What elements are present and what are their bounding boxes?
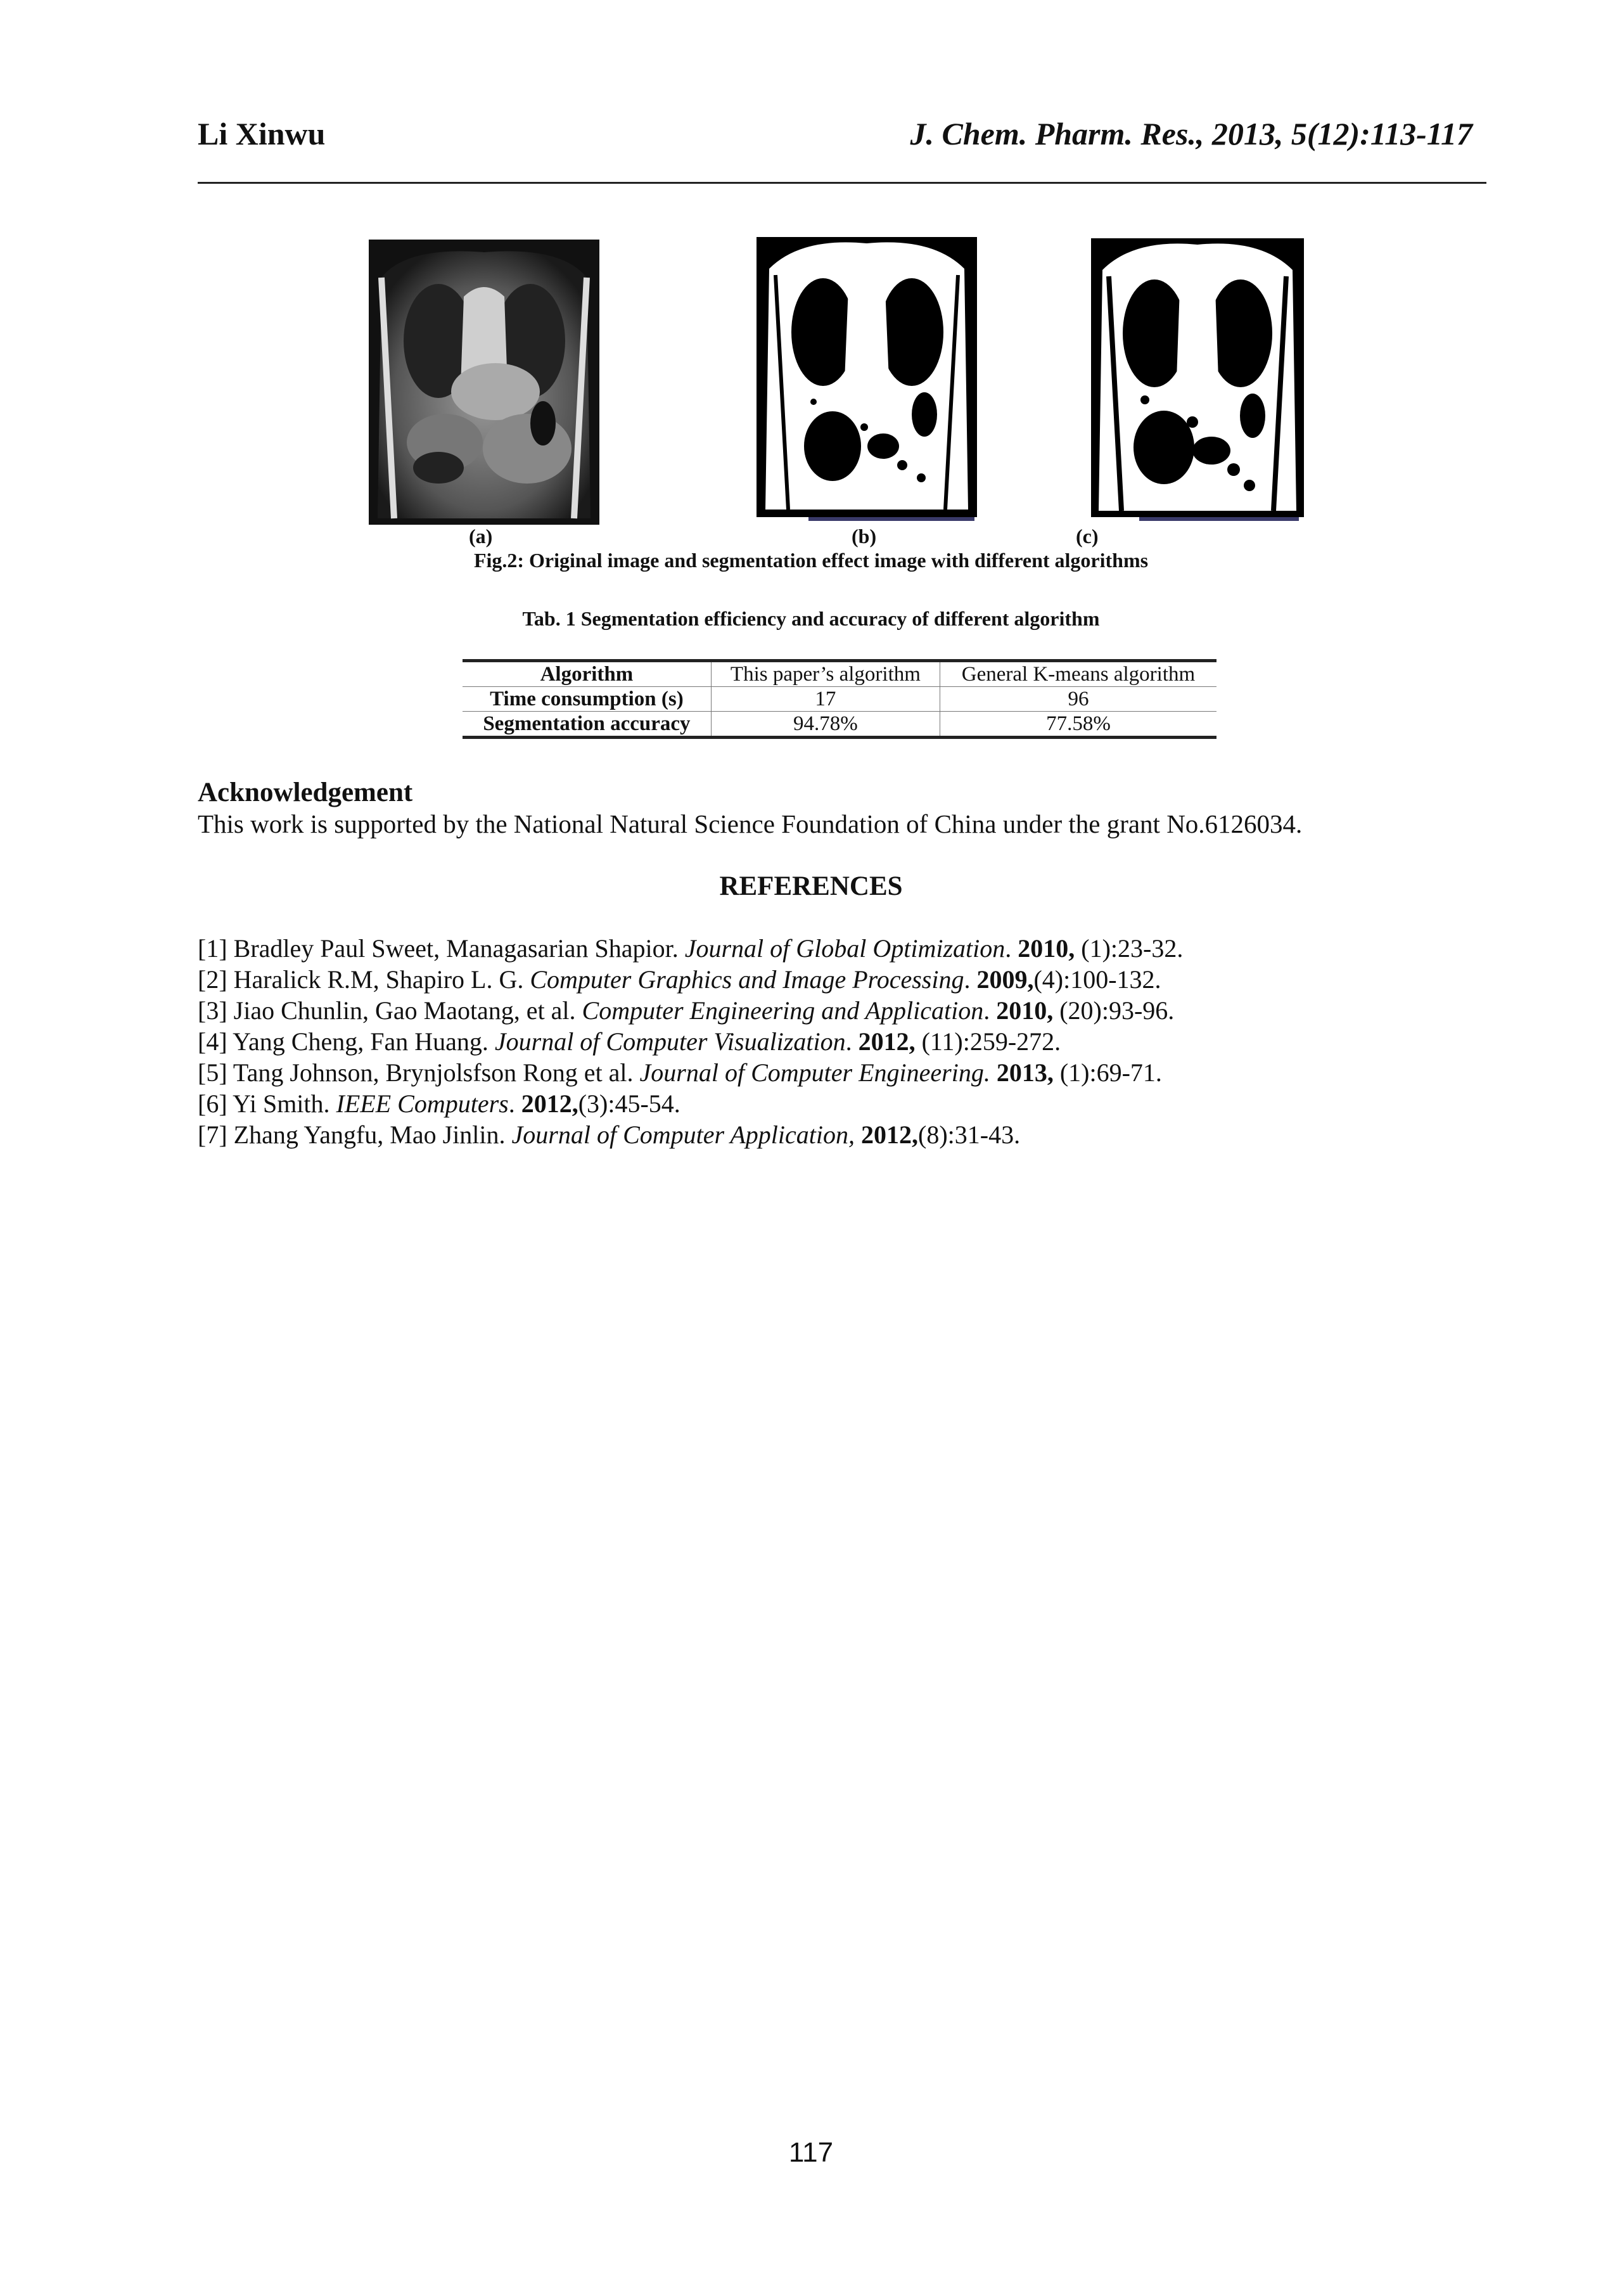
reference-authors: Yi Smith. [233, 1089, 330, 1118]
figure-image-b-underline [808, 517, 974, 521]
figure-image-b [757, 237, 977, 517]
table-cell: 77.58% [940, 712, 1216, 738]
reference-number: [6] [198, 1089, 227, 1118]
reference-authors: Zhang Yangfu, Mao Jinlin. [233, 1120, 506, 1149]
reference-pages: (3):45-54. [578, 1089, 680, 1118]
mri-original-image-icon [369, 240, 599, 525]
reference-pages: (1):23-32. [1081, 934, 1184, 963]
table-header-cell: Algorithm [463, 661, 711, 687]
reference-pages: (20):93-96. [1059, 996, 1175, 1025]
reference-year: 2009, [976, 965, 1034, 994]
reference-item [198, 964, 1183, 995]
reference-pages: (11):259-272. [921, 1027, 1061, 1056]
table-row-header: Time consumption (s) [463, 687, 711, 712]
acknowledgement-text: This work is supported by the National Natural Science Foundation of China under the grant No.6126034. [198, 809, 1303, 838]
reference-separator: . [964, 965, 971, 994]
table-cell: 17 [711, 687, 940, 712]
table-row [463, 687, 1216, 712]
reference-number: [5] [198, 1058, 227, 1087]
reference-journal: Journal of Computer Engineering. [639, 1058, 990, 1087]
table-caption: Tab. 1 Segmentation efficiency and accuracy of different algorithm [522, 607, 1100, 630]
reference-pages: (1):69-71. [1059, 1058, 1162, 1087]
reference-journal: Computer Graphics and Image Processing [530, 965, 964, 994]
results-table [463, 659, 1216, 739]
reference-authors: Bradley Paul Sweet, Managasarian Shapior. [233, 934, 679, 963]
reference-number: [1] [198, 934, 227, 963]
reference-year: 2012, [858, 1027, 916, 1056]
reference-journal: IEEE Computers [336, 1089, 509, 1118]
table-row [463, 712, 1216, 738]
reference-item [198, 1088, 1183, 1119]
reference-item [198, 1026, 1183, 1057]
table-cell: 94.78% [711, 712, 940, 738]
table-header-row [463, 661, 1216, 687]
reference-separator: . [983, 996, 990, 1025]
table-header-cell: This paper’s algorithm [711, 661, 940, 687]
figure-image-c [1091, 238, 1304, 517]
reference-year: 2013, [996, 1058, 1054, 1087]
reference-pages: (8):31-43. [918, 1120, 1021, 1149]
reference-year: 2010, [1018, 934, 1075, 963]
references-heading: REFERENCES [719, 871, 903, 901]
reference-year: 2010, [996, 996, 1054, 1025]
figure-sublabel-c: (c) [1076, 525, 1099, 548]
reference-journal: Journal of Computer Visualization [494, 1027, 846, 1056]
table-cell: 96 [940, 687, 1216, 712]
running-header-journal: J. Chem. Pharm. Res., 2013, 5(12):113-117 [910, 116, 1472, 151]
reference-number: [7] [198, 1120, 227, 1149]
figure-image-c-underline [1139, 517, 1299, 521]
table-header-cell: General K-means algorithm [940, 661, 1216, 687]
reference-separator: . [508, 1089, 515, 1118]
reference-authors: Tang Johnson, Brynjolsfson Rong et al. [233, 1058, 634, 1087]
figure-sublabel-b: (b) [852, 525, 877, 548]
reference-separator: . [1005, 934, 1012, 963]
reference-separator: . [845, 1027, 852, 1056]
reference-authors: Yang Cheng, Fan Huang. [233, 1027, 489, 1056]
reference-item [198, 1119, 1183, 1150]
table-row-header: Segmentation accuracy [463, 712, 711, 738]
figure-caption: Fig.2: Original image and segmentation effect image with different algorithms [473, 549, 1149, 572]
reference-year: 2012, [521, 1089, 578, 1118]
mri-segmented-image-kmeans-icon [1091, 238, 1304, 517]
figure-sublabel-a: (a) [469, 525, 493, 548]
reference-number: [3] [198, 996, 227, 1025]
reference-number: [4] [198, 1027, 227, 1056]
reference-item [198, 933, 1183, 964]
mri-segmented-image-paper-algorithm-icon [757, 237, 977, 517]
page-number: 117 [788, 2137, 834, 2168]
reference-year: 2012, [861, 1120, 918, 1149]
figure-image-a [369, 240, 599, 525]
reference-journal: Computer Engineering and Application [582, 996, 984, 1025]
reference-journal: Journal of Global Optimization [684, 934, 1006, 963]
reference-journal: Journal of Computer Application, [511, 1120, 855, 1149]
header-rule [198, 182, 1486, 184]
reference-list [198, 933, 1183, 1150]
reference-pages: (4):100-132. [1033, 965, 1161, 994]
reference-item [198, 995, 1183, 1026]
running-header-author: Li Xinwu [198, 116, 326, 151]
reference-authors: Haralick R.M, Shapiro L. G. [233, 965, 524, 994]
acknowledgement-heading: Acknowledgement [198, 778, 413, 807]
reference-item [198, 1057, 1183, 1088]
reference-authors: Jiao Chunlin, Gao Maotang, et al. [233, 996, 576, 1025]
reference-number: [2] [198, 965, 227, 994]
